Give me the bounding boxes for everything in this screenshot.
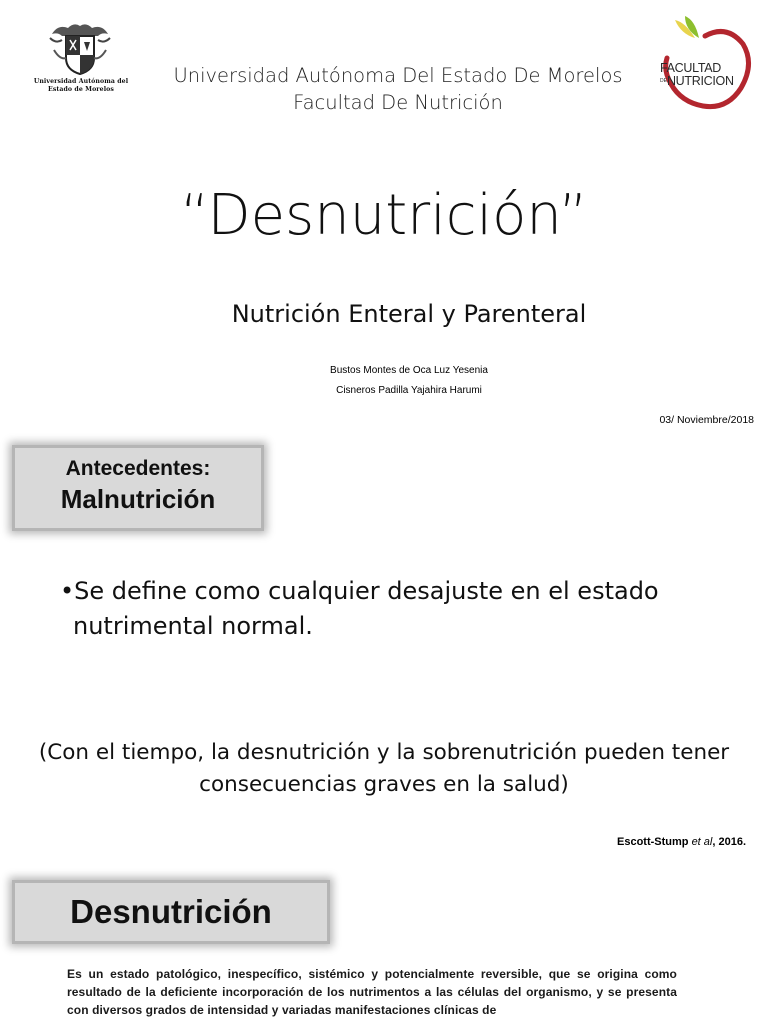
author-1: Bustos Montes de Oca Luz Yesenia xyxy=(330,365,488,376)
section-heading-line1: Antecedentes: xyxy=(65,457,211,480)
date: 03/ Noviembre/2018 xyxy=(659,414,754,426)
definition-bullet: •Se define como cualquier desajuste en el estado nutrimental normal. xyxy=(60,577,659,640)
faculty-logo-de: DE xyxy=(660,78,667,85)
citation-etal: et al xyxy=(691,836,713,848)
section-heading-antecedentes xyxy=(12,445,264,531)
definition-paragraph: Es un estado patológico, inespecífico, sistémico y potencialmente reversible, que se origina como resultado de la deficiente incorporación de los nutrimentos a las células del organismo, y se presenta con diversos grados de intensidad y variadas manifestaciones clínicas de xyxy=(67,967,677,1017)
uaem-logo xyxy=(22,20,140,100)
coat-of-arms-icon xyxy=(48,20,112,76)
citation-year: , 2016. xyxy=(712,836,746,848)
faculty-logo xyxy=(655,14,755,114)
section-heading-line2: Malnutrición xyxy=(60,484,216,514)
faculty-logo-line1: FACULTAD xyxy=(660,61,722,75)
author-2: Cisneros Padilla Yajahira Harumi xyxy=(336,385,482,396)
section-heading-label: Desnutrición xyxy=(70,893,272,930)
authors xyxy=(0,361,768,401)
uaem-logo-text xyxy=(22,78,140,94)
faculty-name: Facultad De Nutrición xyxy=(293,91,503,114)
page-title: “Desnutrición” xyxy=(180,183,588,248)
page-subtitle: Nutrición Enteral y Parenteral xyxy=(231,300,587,328)
consequences-note: (Con el tiempo, la desnutrición y la sobrenutrición pueden tener consecuencias graves en la salud) xyxy=(38,740,730,797)
section-heading-desnutricion xyxy=(12,880,330,944)
faculty-logo-line2: NUTRICION xyxy=(666,74,734,88)
citation-author: Escott-Stump xyxy=(617,836,692,848)
citation xyxy=(617,836,746,848)
header-title xyxy=(150,62,646,116)
faculty-logo-text xyxy=(660,62,755,88)
uaem-logo-line1: Universidad Autónoma del xyxy=(33,78,129,85)
uaem-logo-line2: Estado de Morelos xyxy=(48,86,114,93)
university-name: Universidad Autónoma Del Estado De Morelos xyxy=(173,64,623,87)
